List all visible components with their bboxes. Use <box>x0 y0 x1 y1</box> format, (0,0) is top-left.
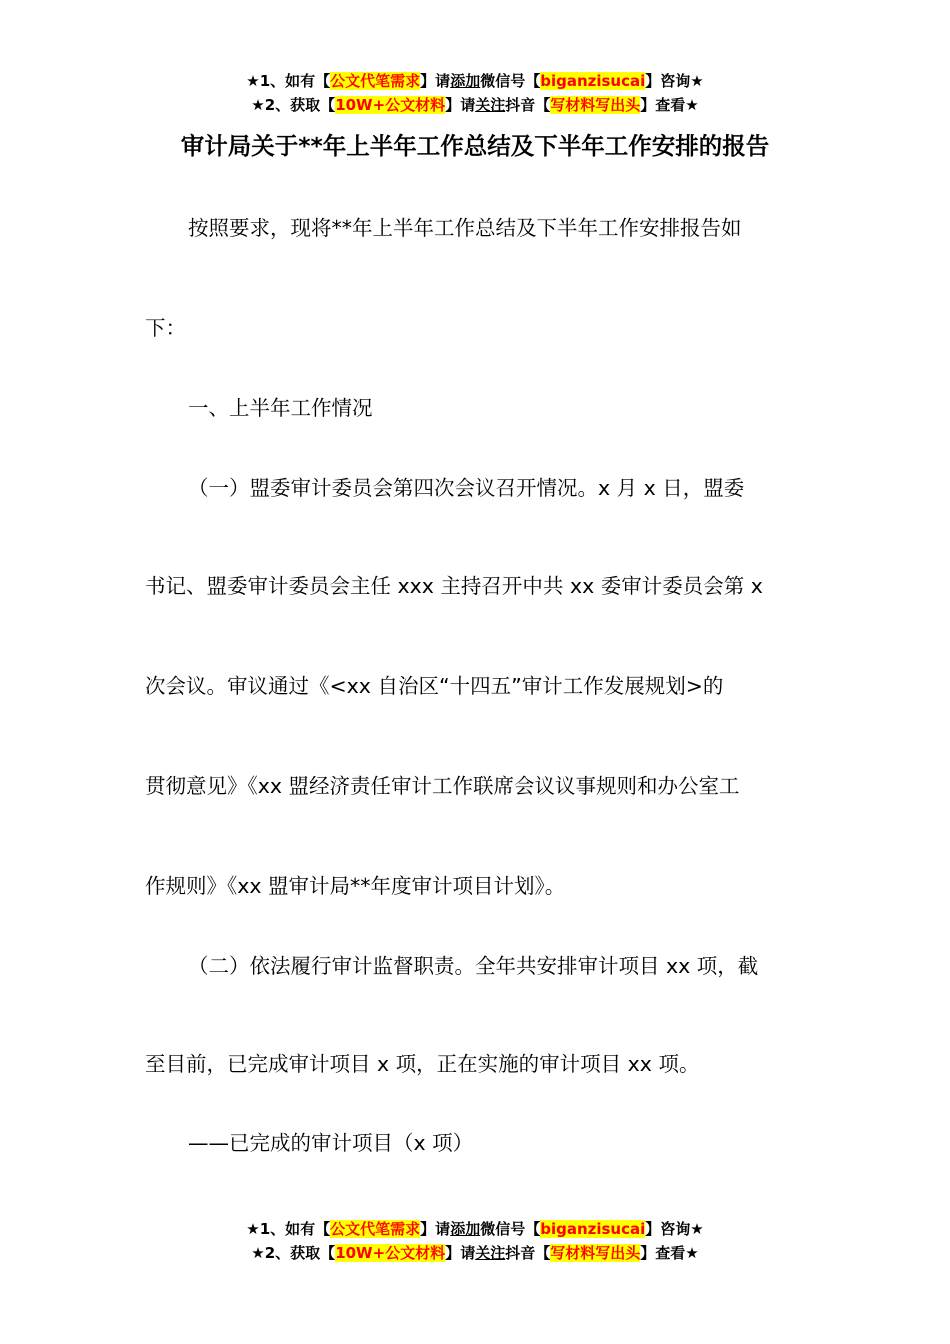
body-line: （二）依法履行审计监督职责。全年共安排审计项目 xx 项，截 <box>188 954 759 978</box>
promo-underline: 关注 <box>475 96 506 114</box>
promo-text: 】咨询★ <box>645 1220 704 1238</box>
body-line: （一）盟委审计委员会第四次会议召开情况。x 月 x 日，盟委 <box>188 476 745 500</box>
body-line: 书记、盟委审计委员会主任 xxx 主持召开中共 xx 委审计委员会第 x <box>145 574 763 598</box>
body-line: 下： <box>145 316 186 340</box>
promo-text: 抖音【 <box>505 96 551 114</box>
promo-underline: 添加 <box>450 72 481 90</box>
body-line: 贯彻意见》《xx 盟经济责任审计工作联席会议议事规则和办公室工 <box>145 774 740 798</box>
body-line: 作规则》《xx 盟审计局**年度审计项目计划》。 <box>145 874 566 898</box>
promo-highlight: 写材料写出头 <box>550 1244 641 1262</box>
promo-text: 微信号【 <box>480 72 541 90</box>
promo-highlight: 10W+公文材料 <box>335 1244 446 1262</box>
promo-text: 】请 <box>420 1220 451 1238</box>
section-heading: 一、上半年工作情况 <box>188 396 373 420</box>
promo-text: 】请 <box>420 72 451 90</box>
promo-highlight: 公文代笔需求 <box>330 1220 421 1238</box>
promo-text: 】请 <box>445 1244 476 1262</box>
body-line: 至目前，已完成审计项目 x 项，正在实施的审计项目 xx 项。 <box>145 1052 700 1076</box>
promo-text: 微信号【 <box>480 1220 541 1238</box>
promo-text: 】查看★ <box>640 1244 699 1262</box>
promo-text: ★2、获取【 <box>251 1244 336 1262</box>
promo-text: 】咨询★ <box>645 72 704 90</box>
promo-highlight: 10W+公文材料 <box>335 96 446 114</box>
promo-highlight: 公文代笔需求 <box>330 72 421 90</box>
promo-text: 抖音【 <box>505 1244 551 1262</box>
promo-header <box>0 69 950 117</box>
body-line: 按照要求，现将**年上半年工作总结及下半年工作安排报告如 <box>188 216 742 240</box>
promo-line-1 <box>0 1217 950 1241</box>
promo-text: ★2、获取【 <box>251 96 336 114</box>
body-line: ——已完成的审计项目（x 项） <box>188 1131 474 1155</box>
promo-text: 】查看★ <box>640 96 699 114</box>
promo-line-2 <box>0 1241 950 1265</box>
body-line: 次会议。审议通过《<xx 自治区“十四五”审计工作发展规划>的 <box>145 674 724 698</box>
document-title: 审计局关于**年上半年工作总结及下半年工作安排的报告 <box>180 132 770 160</box>
promo-text: 】请 <box>445 96 476 114</box>
promo-highlight: 写材料写出头 <box>550 96 641 114</box>
promo-text: ★1、如有【 <box>246 72 331 90</box>
promo-footer <box>0 1217 950 1265</box>
promo-underline: 添加 <box>450 1220 481 1238</box>
promo-highlight: biganzisucai <box>540 1220 646 1238</box>
promo-text: ★1、如有【 <box>246 1220 331 1238</box>
promo-highlight: biganzisucai <box>540 72 646 90</box>
promo-line-2 <box>0 93 950 117</box>
promo-line-1 <box>0 69 950 93</box>
promo-underline: 关注 <box>475 1244 506 1262</box>
